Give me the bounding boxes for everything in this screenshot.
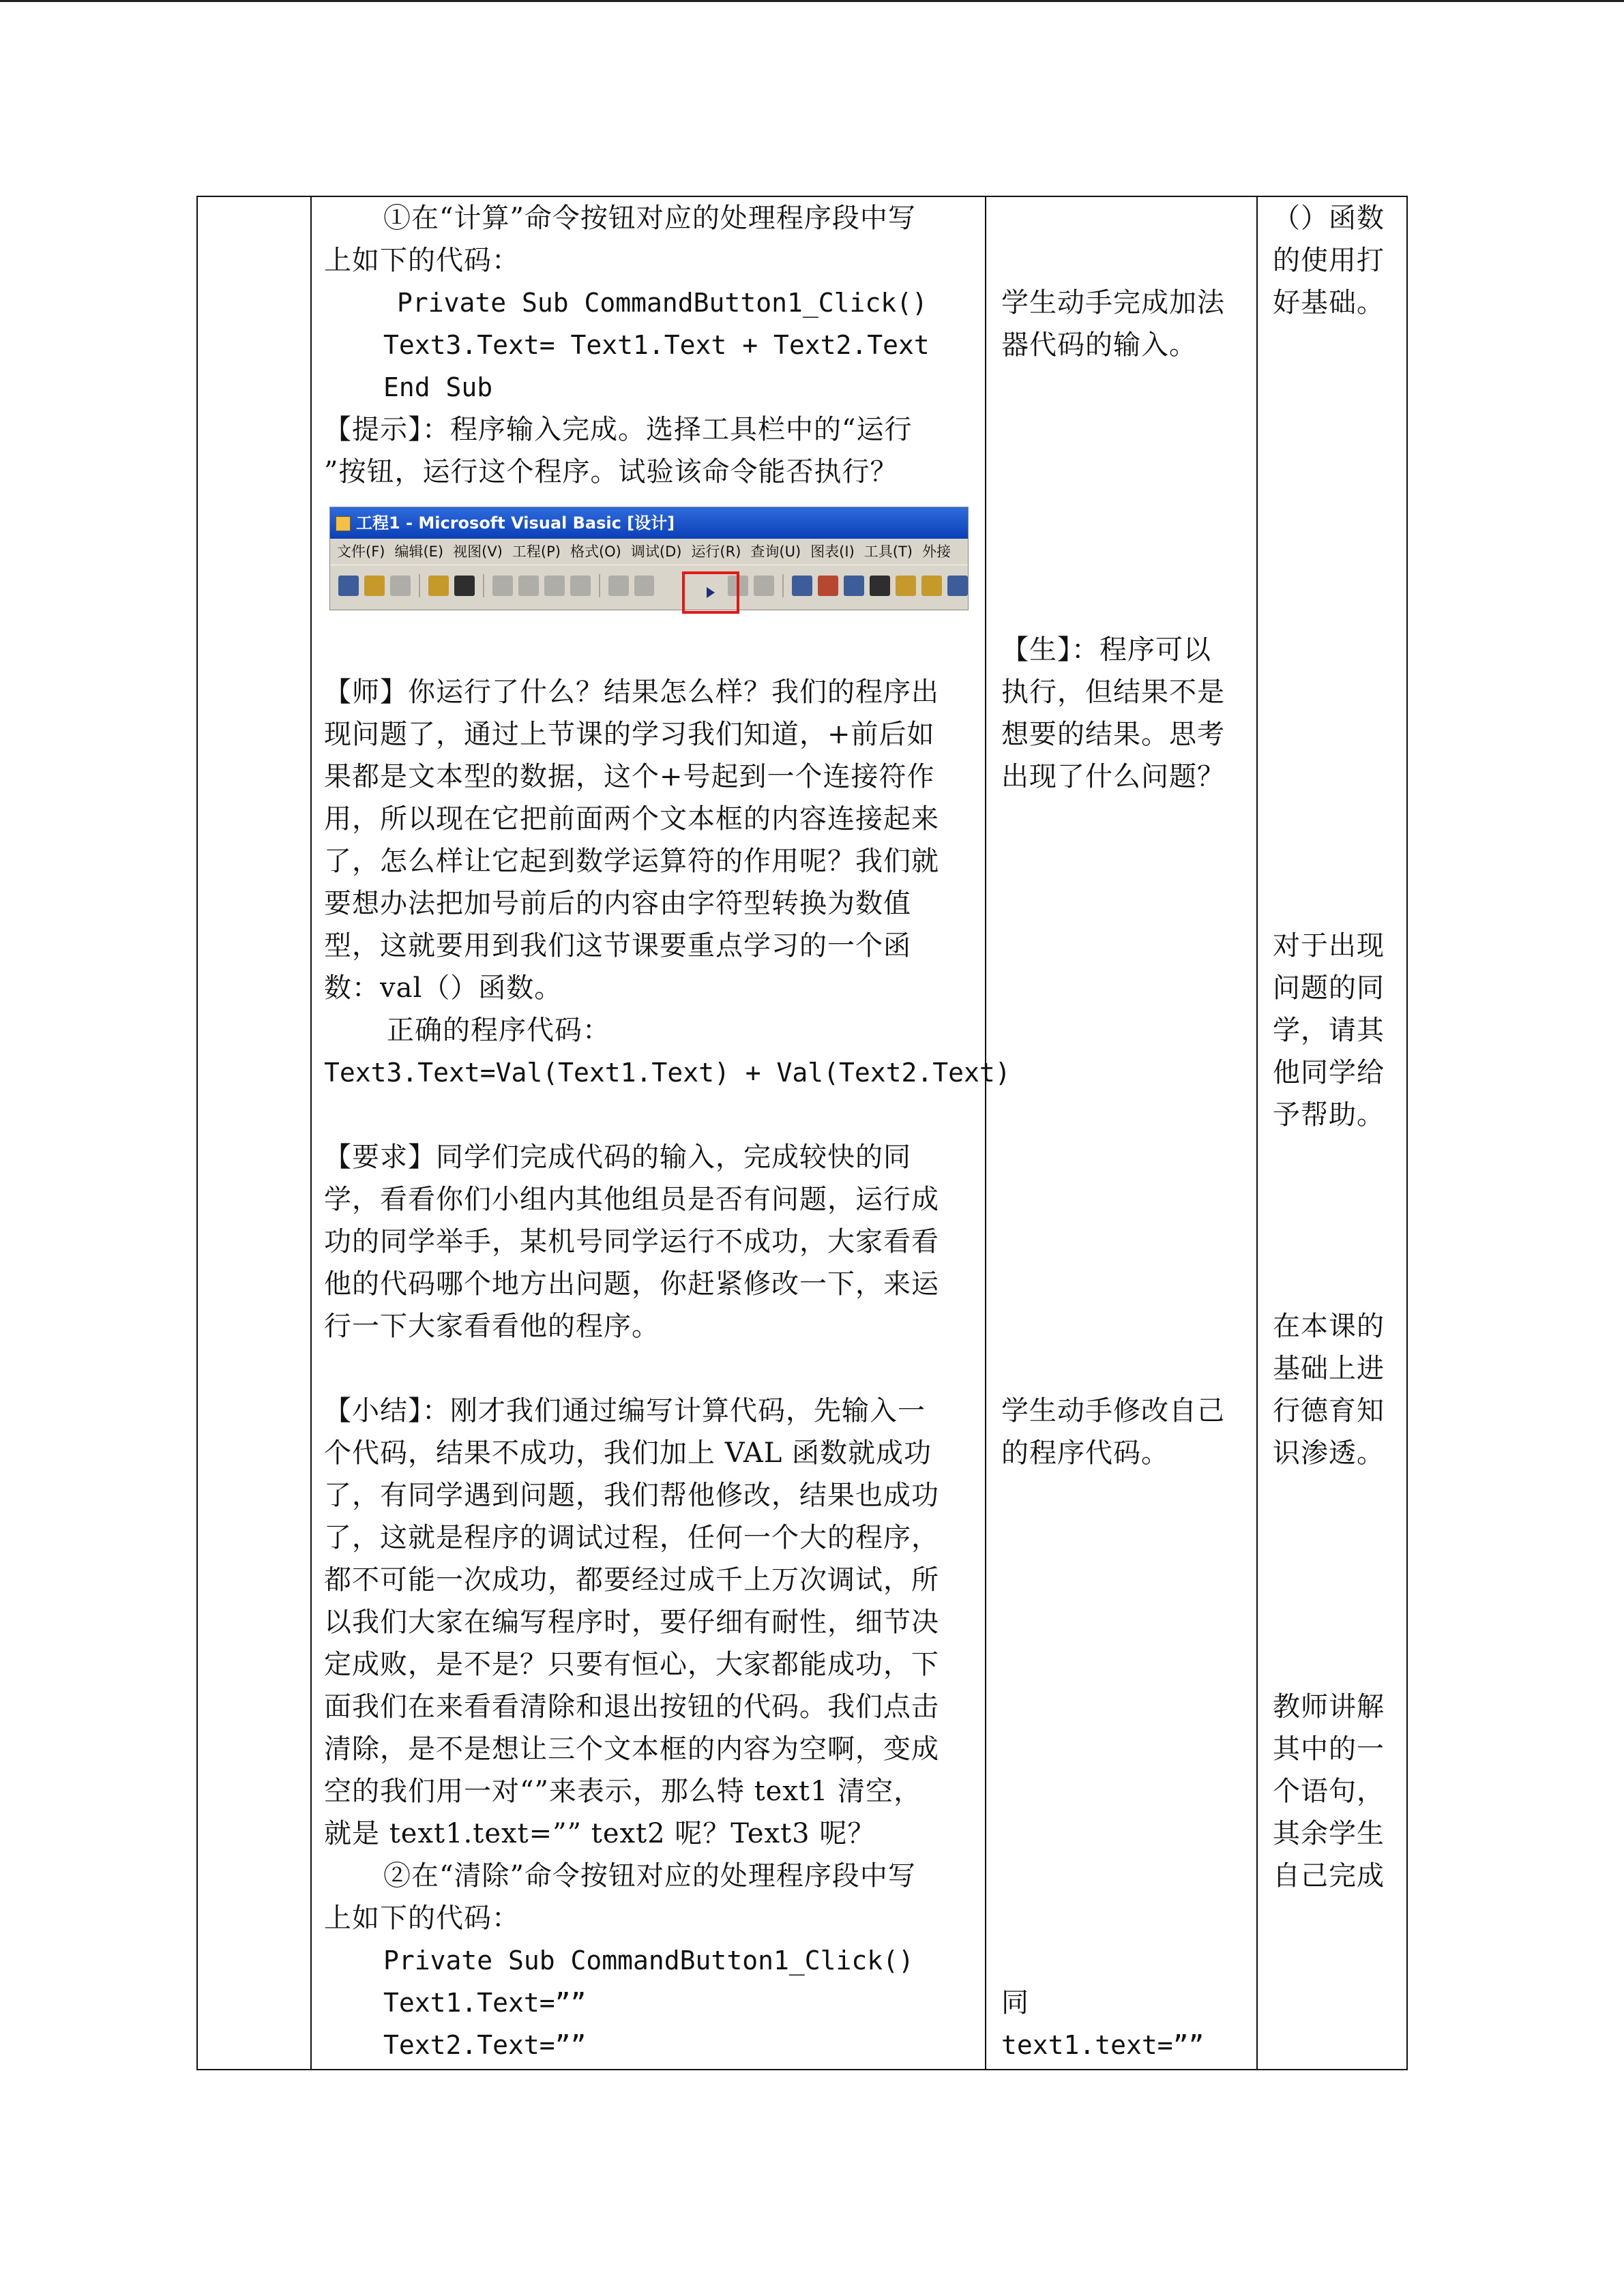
- code2-intro-line1: ②在“清除”命令按钮对应的处理程序段中写: [383, 1860, 916, 1892]
- summary-line2: 个代码，结果不成功，我们加上 VAL 函数就成功: [324, 1437, 932, 1469]
- summary-line10: 空的我们用一对“”来表示，那么特 text1 清空，: [324, 1776, 922, 1807]
- student2-line4: 出现了什么问题？: [1001, 761, 1225, 792]
- note3-line1: 在本课的: [1273, 1311, 1385, 1342]
- code1-intro-line1: ①在“计算”命令按钮对应的处理程序段中写: [383, 203, 916, 234]
- summary-line5: 都不可能一次成功，都要经过成千上万次调试，所: [324, 1564, 939, 1596]
- student3-line1: 学生动手修改自己: [1001, 1395, 1225, 1427]
- hint-line1: 【提示】：程序输入完成。选择工具栏中的“运行: [324, 414, 913, 445]
- note2-line4: 他同学给: [1273, 1057, 1385, 1088]
- note4-line1: 教师讲解: [1273, 1691, 1385, 1723]
- redo-icon[interactable]: [634, 576, 655, 596]
- note2-line1: 对于出现: [1273, 930, 1385, 961]
- toolbar-separator: [483, 574, 484, 597]
- student1-line2: 器代码的输入。: [1001, 329, 1197, 361]
- note2-line3: 学，请其: [1273, 1015, 1385, 1046]
- column-teacher-activity: [311, 196, 1011, 2070]
- student3-line2: 的程序代码。: [1001, 1437, 1169, 1469]
- hint-line2: ”按钮，运行这个程序。试验该命令能否执行？: [324, 456, 898, 488]
- require-line1: 【要求】同学们完成代码的输入，完成较快的同: [324, 1142, 911, 1173]
- summary-line1: 【小结】：刚才我们通过编写计算代码，先输入一: [324, 1395, 926, 1427]
- code1-intro-line2: 上如下的代码：: [324, 245, 520, 276]
- summary-line11: 就是 text1.text=”” text2 呢？Text3 呢？: [324, 1818, 876, 1849]
- correct-code: Text3.Text=Val(Text1.Text) + Val(Text2.Text): [324, 1058, 1011, 1088]
- vb-title-text: 工程1 - Microsoft Visual Basic [设计]: [356, 513, 675, 533]
- find-icon[interactable]: [570, 576, 591, 596]
- lesson-plan-table: [196, 196, 1408, 2070]
- code2-line2: Text1.Text=””: [383, 1988, 587, 2018]
- vb-menu-tools[interactable]: 工具(T): [863, 543, 913, 560]
- code2-line3: Text2.Text=””: [383, 2030, 587, 2060]
- add-form-icon[interactable]: [364, 576, 385, 596]
- note1-line3: 好基础。: [1273, 287, 1385, 318]
- student2-line3: 想要的结果。思考: [1001, 719, 1225, 750]
- summary-line4: 了，这就是程序的调试过程，任何一个大的程序，: [324, 1522, 939, 1553]
- vb-menu-view[interactable]: 视图(V): [453, 543, 503, 560]
- properties-window-icon[interactable]: [818, 576, 838, 596]
- code2-line1: Private Sub CommandButton1_Click(): [383, 1945, 914, 1976]
- toolbox-icon[interactable]: [896, 576, 916, 596]
- cut-icon[interactable]: [492, 576, 513, 596]
- vb-menu-file[interactable]: 文件(F): [337, 543, 385, 560]
- note4-line4: 其余学生: [1273, 1818, 1385, 1849]
- vb-ide-screenshot: [329, 507, 969, 610]
- vb-menu-addins[interactable]: 外接: [922, 543, 951, 560]
- data-view-icon[interactable]: [921, 576, 942, 596]
- note4-line5: 自己完成: [1273, 1860, 1385, 1892]
- teacher-line2: 现问题了，通过上节课的学习我们知道，+前后如: [324, 719, 935, 750]
- note3-line4: 识渗透。: [1273, 1437, 1385, 1469]
- column-stage: [197, 196, 311, 2070]
- teacher-line1: 【师】你运行了什么？结果怎么样？我们的程序出: [324, 676, 939, 708]
- teacher-line8: 数：val（）函数。: [324, 972, 563, 1004]
- open-icon[interactable]: [428, 576, 449, 596]
- require-line5: 行一下大家看看他的程序。: [324, 1311, 660, 1342]
- teacher-line4: 用，所以现在它把前面两个文本框的内容连接起来: [324, 803, 939, 835]
- student2-line2: 执行，但结果不是: [1001, 676, 1225, 708]
- summary-line9: 清除，是不是想让三个文本框的内容为空啊，变成: [324, 1733, 939, 1765]
- require-line2: 学，看看你们小组内其他组员是否有问题，运行成: [324, 1184, 939, 1215]
- run-start-icon[interactable]: [707, 587, 715, 598]
- vb-menu-bar: [330, 539, 968, 565]
- vb-title-bar: [330, 507, 968, 539]
- student4-line1: 同: [1001, 1987, 1029, 2018]
- require-line3: 功的同学举手，某机号同学运行不成功，大家看看: [324, 1226, 939, 1257]
- toolbar-separator: [782, 574, 784, 597]
- note4-line3: 个语句，: [1273, 1776, 1385, 1807]
- note2-line2: 问题的同: [1273, 972, 1385, 1004]
- teacher-line6: 要想办法把加号前后的内容由字符型转换为数值: [324, 888, 911, 919]
- vb-toolbar: [330, 565, 968, 606]
- student1-line1: 学生动手完成加法: [1001, 287, 1225, 318]
- column-design-intent: [1257, 196, 1407, 2070]
- vb-app-icon: [336, 516, 351, 531]
- summary-line3: 了，有同学遇到问题，我们帮他修改，结果也成功: [324, 1480, 939, 1511]
- column-student-activity: [986, 196, 1257, 2070]
- vb-menu-diagram[interactable]: 图表(I): [810, 543, 855, 560]
- undo-icon[interactable]: [608, 576, 629, 596]
- summary-line6: 以我们大家在编写程序时，要仔细有耐性，细节决: [324, 1607, 939, 1638]
- note1-line2: 的使用打: [1273, 245, 1385, 276]
- vb-menu-debug[interactable]: 调试(D): [630, 543, 682, 560]
- code1-line1: Private Sub CommandButton1_Click(): [397, 288, 928, 318]
- summary-line8: 面我们在来看看清除和退出按钮的代码。我们点击: [324, 1691, 939, 1723]
- copy-icon[interactable]: [518, 576, 539, 596]
- vb-menu-project[interactable]: 工程(P): [512, 543, 561, 560]
- student2-line1: 【生】：程序可以: [1001, 634, 1211, 666]
- object-browser-icon[interactable]: [870, 576, 890, 596]
- component-manager-icon[interactable]: [947, 576, 968, 596]
- vb-menu-edit[interactable]: 编辑(E): [394, 543, 444, 560]
- note3-line2: 基础上进: [1273, 1353, 1385, 1384]
- vb-menu-query[interactable]: 查询(U): [750, 543, 801, 560]
- code2-intro-line2: 上如下的代码：: [324, 1903, 520, 1934]
- vb-menu-format[interactable]: 格式(O): [570, 543, 621, 560]
- project-explorer-icon[interactable]: [792, 576, 812, 596]
- correct-code-label: 正确的程序代码：: [387, 1015, 610, 1046]
- vb-menu-run[interactable]: 运行(R): [691, 543, 741, 560]
- student4-line2: text1.text=””: [1001, 2030, 1205, 2060]
- toolbar-separator: [419, 574, 420, 597]
- teacher-line3: 果都是文本型的数据，这个+号起到一个连接符作: [324, 761, 935, 792]
- save-icon[interactable]: [454, 576, 475, 596]
- code1-line3: End Sub: [383, 372, 493, 402]
- form-layout-icon[interactable]: [844, 576, 864, 596]
- menu-editor-icon[interactable]: [390, 576, 411, 596]
- stop-icon[interactable]: [754, 576, 774, 596]
- paste-icon[interactable]: [544, 576, 565, 596]
- page-top-border: [0, 0, 1624, 2]
- teacher-line5: 了，怎么样让它起到数学运算符的作用呢？我们就: [324, 846, 939, 877]
- run-button-highlight[interactable]: [682, 571, 739, 614]
- note2-line5: 予帮助。: [1273, 1099, 1385, 1131]
- add-project-icon[interactable]: [338, 576, 359, 596]
- summary-line7: 定成败，是不是？只要有恒心，大家都能成功，下: [324, 1649, 939, 1680]
- note3-line3: 行德育知: [1273, 1395, 1385, 1427]
- require-line4: 他的代码哪个地方出问题，你赶紧修改一下，来运: [324, 1268, 939, 1300]
- note4-line2: 其中的一: [1273, 1733, 1385, 1765]
- note1-line1: （）函数: [1273, 203, 1385, 234]
- toolbar-separator: [599, 574, 600, 597]
- teacher-line7: 型，这就要用到我们这节课要重点学习的一个函: [324, 930, 911, 961]
- code1-line2: Text3.Text= Text1.Text + Text2.Text: [383, 330, 930, 360]
